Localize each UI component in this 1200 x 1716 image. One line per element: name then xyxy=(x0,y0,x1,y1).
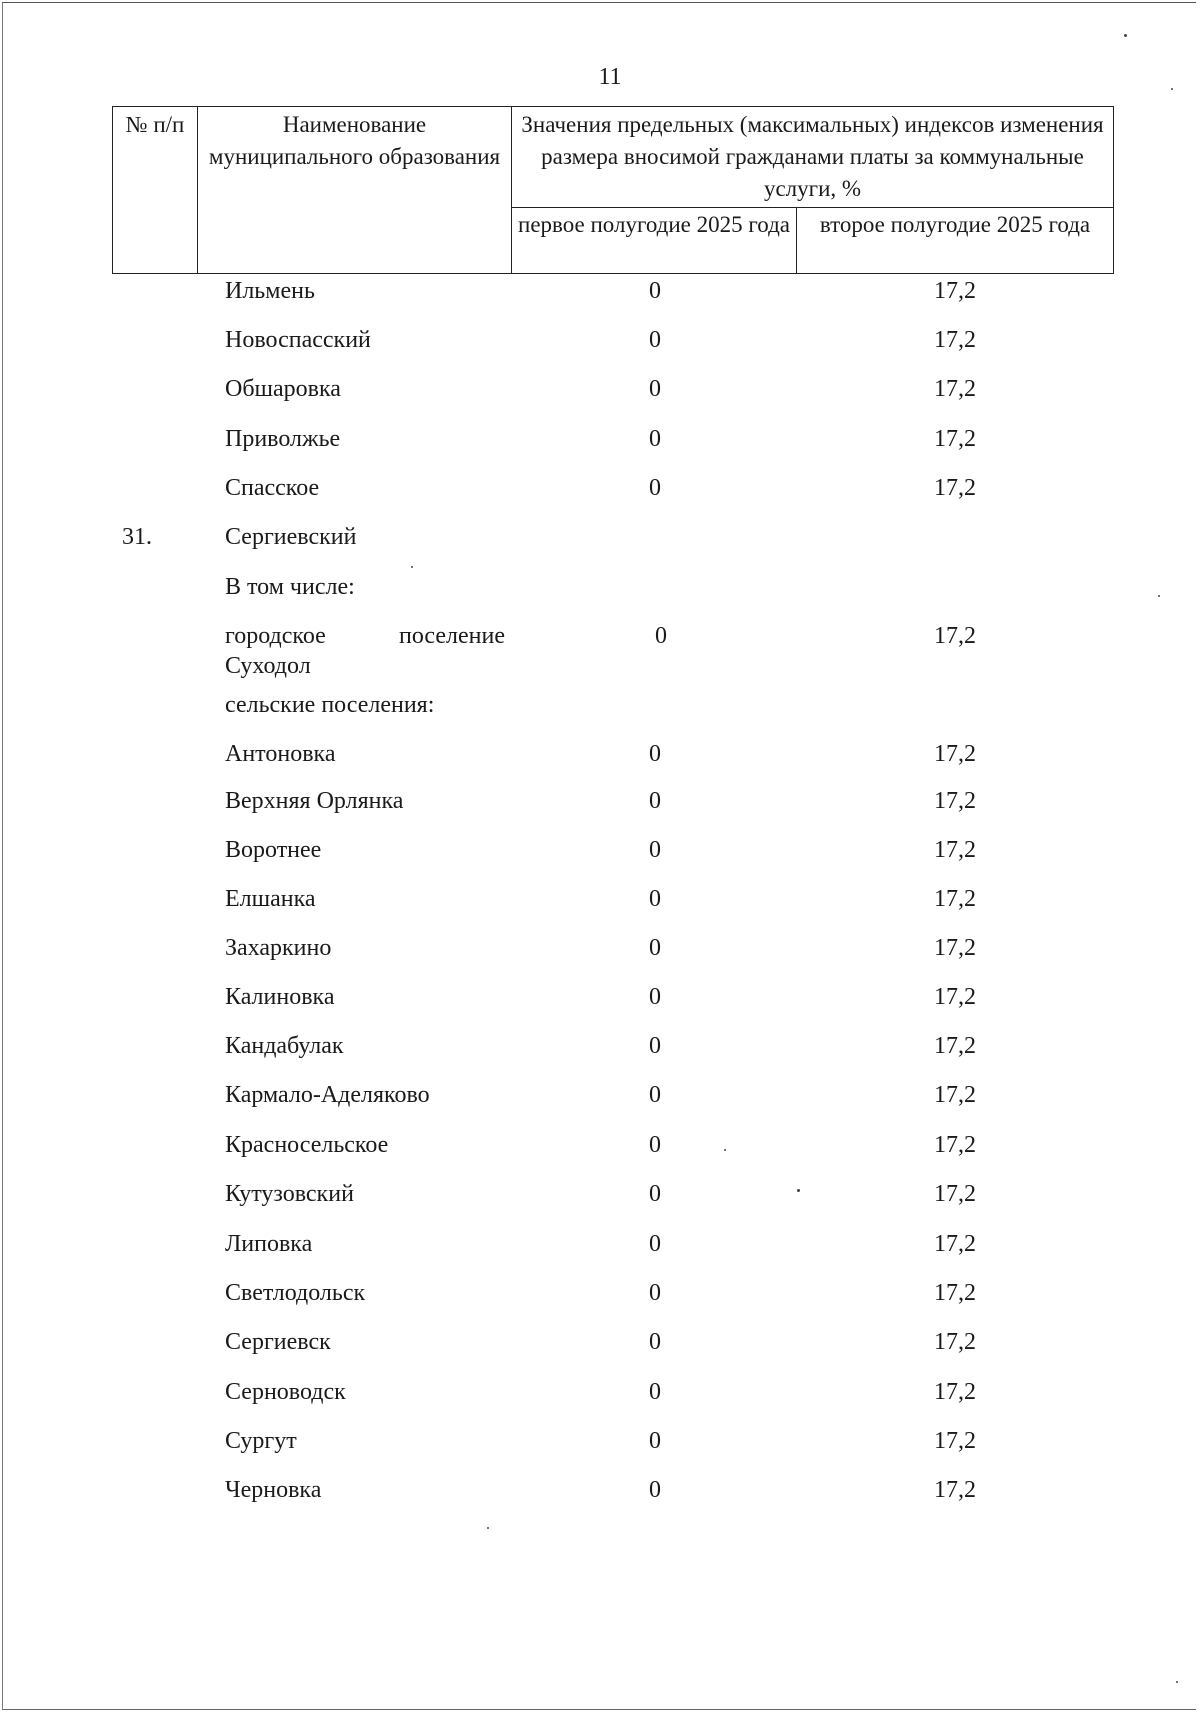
row-name-word: поселение xyxy=(398,623,505,649)
row-name: Верхняя Орлянка xyxy=(225,788,404,814)
header-first-half-column: первое полугодие 2025 года xyxy=(512,208,797,274)
row-second-half-value: 17,2 xyxy=(934,475,976,501)
row-second-half-value: 17,2 xyxy=(934,1033,976,1059)
row-name: Светлодольск xyxy=(225,1280,366,1306)
row-first-half-value: 0 xyxy=(649,327,661,353)
row-name: Обшаровка xyxy=(225,376,341,402)
row-first-half-value: 0 xyxy=(649,1280,661,1306)
row-first-half-value: 0 xyxy=(649,837,661,863)
row-first-half-value: 0 xyxy=(655,623,667,649)
row-name: Кутузовский xyxy=(225,1181,354,1207)
row-first-half-value: 0 xyxy=(649,1082,661,1108)
row-second-half-value: 17,2 xyxy=(934,837,976,863)
row-first-half-value: 0 xyxy=(649,886,661,912)
row-name: Сергиевск xyxy=(225,1329,331,1355)
row-second-half-value: 17,2 xyxy=(934,426,976,452)
row-name: Сергиевский xyxy=(225,524,357,550)
row-name: Приволжье xyxy=(225,426,341,452)
row-second-half-value: 17,2 xyxy=(934,327,976,353)
row-name: Черновка xyxy=(225,1477,322,1503)
row-second-half-value: 17,2 xyxy=(934,376,976,402)
row-second-half-value: 17,2 xyxy=(934,1231,976,1257)
row-name: Кандабулак xyxy=(225,1033,344,1059)
row-first-half-value: 0 xyxy=(649,1033,661,1059)
row-name-line xyxy=(225,621,505,651)
row-second-half-value: 17,2 xyxy=(934,1132,976,1158)
row-name: Серноводск xyxy=(225,1379,346,1405)
row-name: сельские поселения: xyxy=(225,692,435,718)
row-second-half-value: 17,2 xyxy=(934,741,976,767)
row-first-half-value: 0 xyxy=(649,1477,661,1503)
row-name: Калиновка xyxy=(225,984,335,1010)
row-second-half-value: 17,2 xyxy=(934,886,976,912)
row-second-half-value: 17,2 xyxy=(934,935,976,961)
row-second-half-value: 17,2 xyxy=(934,1477,976,1503)
row-name: Сургут xyxy=(225,1428,297,1454)
header-number-column: № п/п xyxy=(113,107,198,274)
row-second-half-value: 17,2 xyxy=(934,984,976,1010)
row-number: 31. xyxy=(122,524,152,550)
row-first-half-value: 0 xyxy=(649,1379,661,1405)
row-second-half-value: 17,2 xyxy=(934,1329,976,1355)
row-first-half-value: 0 xyxy=(649,426,661,452)
row-name: Антоновка xyxy=(225,741,336,767)
page-number: 11 xyxy=(598,64,622,90)
row-name: Кармало-Аделяково xyxy=(225,1082,430,1108)
row-second-half-value: 17,2 xyxy=(934,623,976,649)
row-name: В том числе: xyxy=(225,574,355,600)
header-index-values-group: Значения предельных (максимальных) индексов изменения размера вносимой гражданами платы за коммунальные услуги, % xyxy=(512,107,1114,208)
row-name: Липовка xyxy=(225,1231,313,1257)
row-first-half-value: 0 xyxy=(649,1181,661,1207)
row-first-half-value: 0 xyxy=(649,1132,661,1158)
row-name: Воротнее xyxy=(225,837,322,863)
row-second-half-value: 17,2 xyxy=(934,1181,976,1207)
row-first-half-value: 0 xyxy=(649,984,661,1010)
row-name-line: Суходол xyxy=(225,653,311,679)
row-first-half-value: 0 xyxy=(649,278,661,304)
row-second-half-value: 17,2 xyxy=(934,1280,976,1306)
header-second-half-column: второе полугодие 2025 года xyxy=(797,208,1114,274)
row-first-half-value: 0 xyxy=(649,376,661,402)
row-second-half-value: 17,2 xyxy=(934,1428,976,1454)
row-name: Захаркино xyxy=(225,935,332,961)
row-first-half-value: 0 xyxy=(649,1231,661,1257)
row-name: Елшанка xyxy=(225,886,316,912)
row-first-half-value: 0 xyxy=(649,1428,661,1454)
row-second-half-value: 17,2 xyxy=(934,1082,976,1108)
row-name: Красносельское xyxy=(225,1132,389,1158)
row-first-half-value: 0 xyxy=(649,788,661,814)
header-name-column: Наименование муниципального образования xyxy=(198,107,512,274)
row-first-half-value: 0 xyxy=(649,1329,661,1355)
row-second-half-value: 17,2 xyxy=(934,1379,976,1405)
row-first-half-value: 0 xyxy=(649,935,661,961)
row-name: Новоспасский xyxy=(225,327,371,353)
row-second-half-value: 17,2 xyxy=(934,788,976,814)
row-second-half-value: 17,2 xyxy=(934,278,976,304)
row-first-half-value: 0 xyxy=(649,475,661,501)
row-name xyxy=(225,621,505,681)
row-name: Спасское xyxy=(225,475,320,501)
row-first-half-value: 0 xyxy=(649,741,661,767)
row-name: Ильмень xyxy=(225,278,315,304)
row-name-word: городское xyxy=(225,623,326,649)
